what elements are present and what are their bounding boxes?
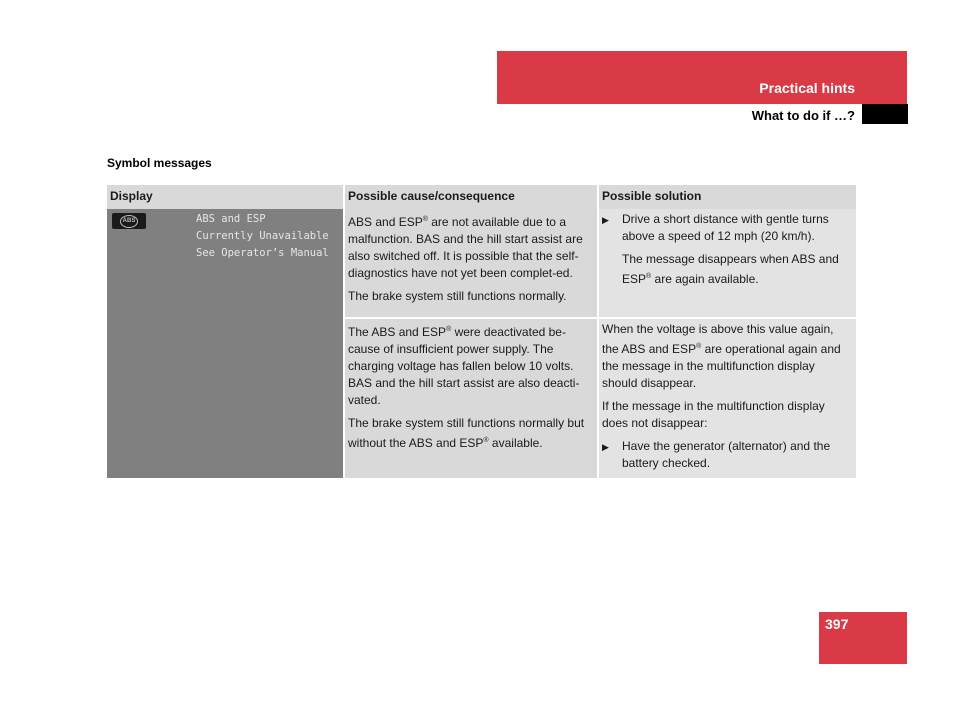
abs-warning-icon bbox=[112, 213, 146, 229]
display-line: ABS and ESP bbox=[196, 213, 266, 225]
table-header-row bbox=[107, 185, 856, 209]
cause-paragraph: ABS and ESP® are not available due to a malfunction. BAS and the hill start assist are also switched off. It is possible that the self-diagnostics have not yet been complet-ed. bbox=[348, 215, 583, 280]
solution-cell bbox=[598, 318, 856, 478]
section-title: Practical hints bbox=[759, 80, 855, 96]
display-cell bbox=[107, 209, 344, 478]
bullet-arrow-icon: ▶ bbox=[602, 442, 609, 452]
display-line: See Operator’s Manual bbox=[196, 247, 329, 259]
subsection-title: What to do if …? bbox=[751, 108, 855, 123]
solution-cell bbox=[598, 209, 856, 318]
solution-note: The message disappears when ABS and ESP® are again available. bbox=[622, 252, 839, 286]
column-header-solution: Possible solution bbox=[598, 185, 856, 209]
display-message bbox=[196, 211, 329, 262]
bullet-arrow-icon: ▶ bbox=[602, 215, 609, 225]
solution-paragraph: When the voltage is above this value again, the ABS and ESP® are operational again and the message in the multifunction display should disappear. bbox=[602, 322, 841, 390]
header-band bbox=[497, 51, 907, 104]
column-header-cause: Possible cause/consequence bbox=[344, 185, 598, 209]
symbol-messages-table bbox=[107, 185, 856, 478]
page-heading: Symbol messages bbox=[107, 156, 212, 170]
solution-paragraph: If the message in the multifunction display does not disappear: bbox=[602, 399, 825, 430]
cause-paragraph: The brake system still functions normally. bbox=[348, 289, 567, 303]
solution-step: ▶ Have the generator (alternator) and the battery checked. bbox=[602, 439, 831, 470]
abs-icon-label: ABS bbox=[120, 215, 138, 228]
table-row bbox=[107, 209, 856, 318]
cause-cell bbox=[344, 318, 598, 478]
display-line: Currently Unavailable bbox=[196, 230, 329, 242]
page-number: 397 bbox=[825, 616, 849, 632]
solution-step: ▶ Drive a short distance with gentle turns above a speed of 12 mph (20 km/h). bbox=[602, 212, 829, 243]
section-tab-marker bbox=[862, 104, 908, 124]
cause-paragraph: The ABS and ESP® were deactivated be-cause of insufficient power supply. The charging voltage has fallen below 10 volts. BAS and the hill start assist are also deacti-vated. bbox=[348, 325, 580, 407]
column-header-display: Display bbox=[107, 185, 344, 209]
cause-cell bbox=[344, 209, 598, 318]
cause-paragraph: The brake system still functions normally but without the ABS and ESP® available. bbox=[348, 416, 585, 450]
